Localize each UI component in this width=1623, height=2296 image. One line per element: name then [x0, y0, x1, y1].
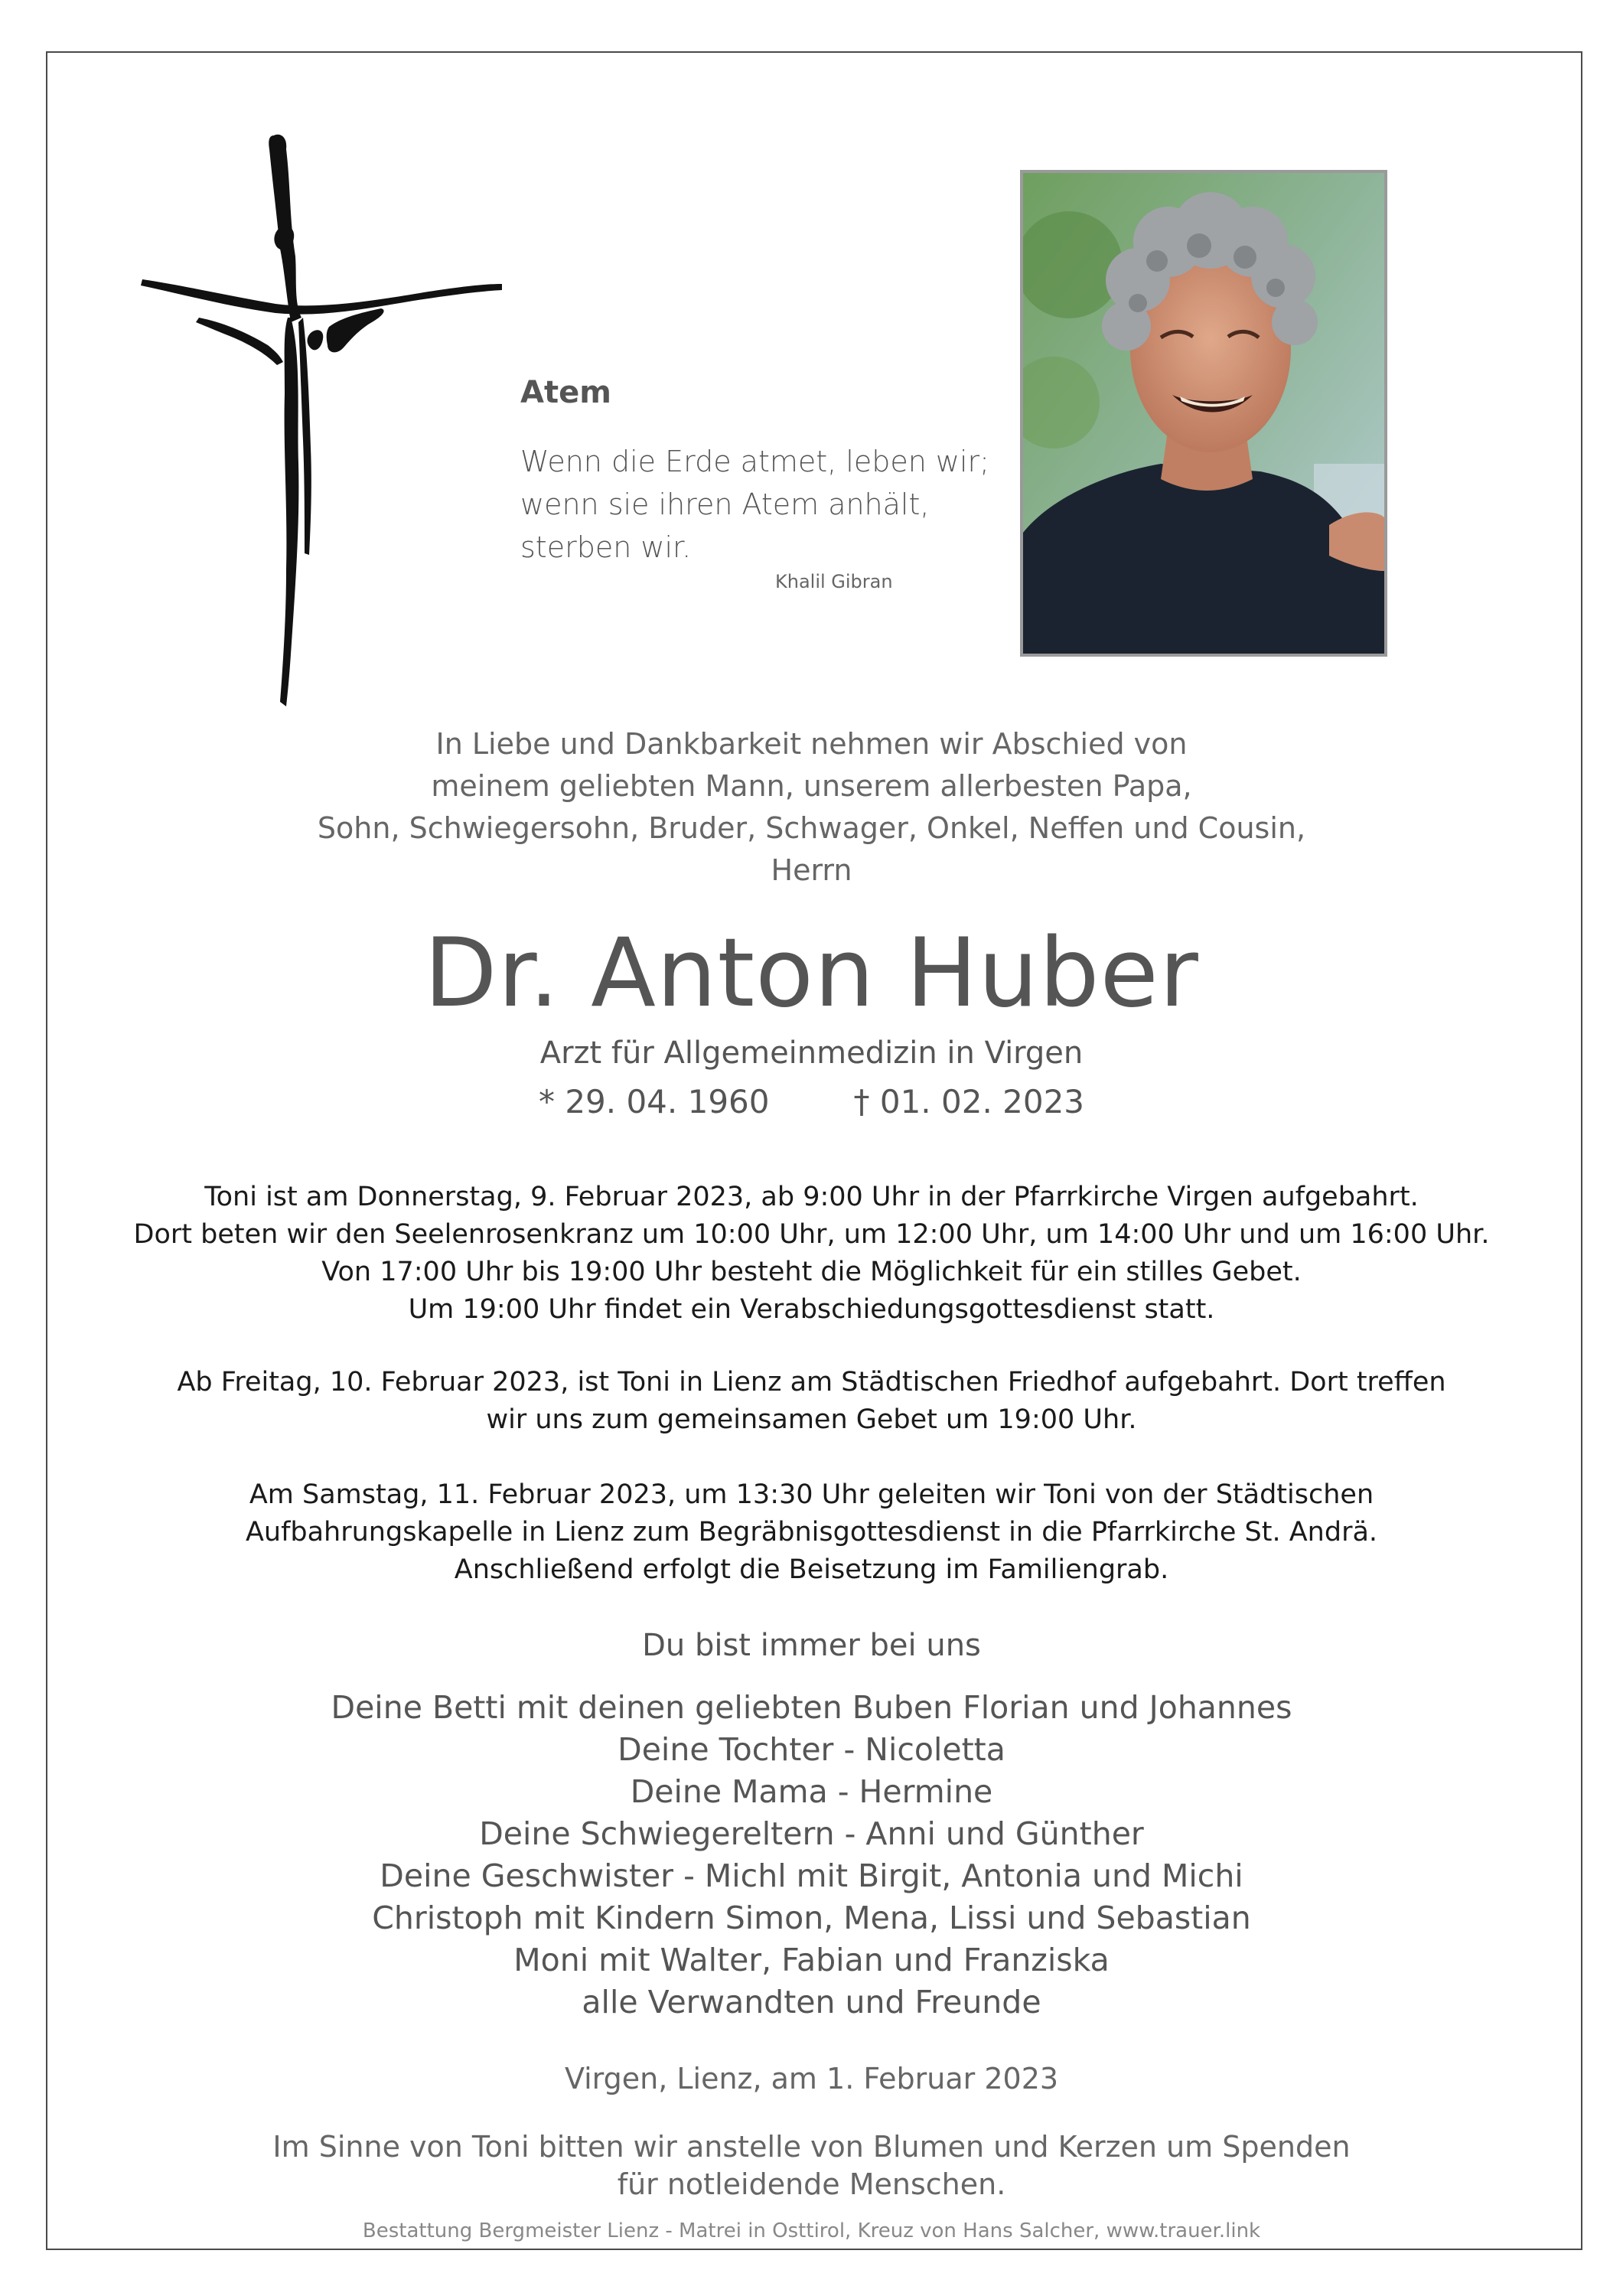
intro-line: meinem geliebten Mann, unserem allerbesten Papa, — [431, 769, 1192, 803]
cross-icon — [138, 126, 505, 708]
intro-line: Sohn, Schwiegersohn, Bruder, Schwager, Onkel, Neffen und Cousin, — [317, 811, 1306, 845]
donation-line: für notleidende Menschen. — [617, 2167, 1006, 2201]
family-list — [0, 1687, 1623, 2024]
poem-line: Wenn die Erde atmet, leben wir; — [520, 445, 989, 478]
family-line: Deine Betti mit deinen geliebten Buben Florian und Johannes — [331, 1689, 1292, 1726]
family-line: Deine Geschwister - Michl mit Birgit, Antonia und Michi — [380, 1857, 1243, 1894]
poem-line: sterben wir. — [520, 530, 692, 564]
deceased-profession: Arzt für Allgemeinmedizin in Virgen — [539, 1035, 1084, 1071]
family-line: alle Verwandten und Freunde — [582, 1984, 1041, 2020]
paragraph-line: Aufbahrungskapelle in Lienz zum Begräbnisgottesdienst in die Pfarrkirche St. Andrä. — [245, 1517, 1378, 1548]
intro-line: Herrn — [771, 853, 852, 887]
deceased-name: Dr. Anton Huber — [424, 918, 1199, 1029]
family-line: Deine Tochter - Nicoletta — [618, 1731, 1005, 1768]
poem-author: Khalil Gibran — [775, 571, 893, 592]
family-line: Deine Schwiegereltern - Anni und Günther — [479, 1815, 1144, 1852]
paragraph-line: wir uns zum gemeinsamen Gebet um 19:00 Uhr. — [486, 1404, 1137, 1435]
paragraph-line: Dort beten wir den Seelenrosenkranz um 10:00 Uhr, um 12:00 Uhr, um 14:00 Uhr und um 16:00 Uhr. — [133, 1219, 1490, 1250]
poem-title: Atem — [520, 375, 611, 410]
portrait-photo — [1020, 170, 1387, 657]
paragraph-line: Ab Freitag, 10. Februar 2023, ist Toni in Lienz am Städtischen Friedhof aufgebahrt. Dort treffen — [177, 1367, 1446, 1397]
paragraph-line: Am Samstag, 11. Februar 2023, um 13:30 Uhr geleiten wir Toni von der Städtischen — [249, 1479, 1374, 1510]
family-line: Moni mit Walter, Fabian und Franziska — [513, 1942, 1110, 1978]
announcement-paragraph — [0, 1476, 1623, 1589]
place-date: Virgen, Lienz, am 1. Februar 2023 — [564, 2062, 1059, 2095]
announcement-paragraph — [0, 1364, 1623, 1439]
poem-line: wenn sie ihren Atem anhält, — [520, 488, 930, 521]
footer-credits: Bestattung Bergmeister Lienz - Matrei in Osttirol, Kreuz von Hans Salcher, www.trauer.link — [362, 2219, 1261, 2242]
paragraph-line: Um 19:00 Uhr findet ein Verabschiedungsgottesdienst statt. — [408, 1294, 1215, 1325]
family-line: Christoph mit Kindern Simon, Mena, Lissi und Sebastian — [372, 1900, 1251, 1936]
intro-text — [0, 723, 1623, 892]
motto: Du bist immer bei uns — [642, 1628, 981, 1663]
life-dates — [0, 1083, 1623, 1120]
donation-line: Im Sinne von Toni bitten wir anstelle von Blumen und Kerzen um Spenden — [272, 2130, 1351, 2164]
death-date: † 01. 02. 2023 — [853, 1083, 1085, 1120]
intro-line: In Liebe und Dankbarkeit nehmen wir Abschied von — [435, 727, 1188, 761]
paragraph-line: Anschließend erfolgt die Beisetzung im Familiengrab. — [454, 1554, 1169, 1585]
family-line: Deine Mama - Hermine — [630, 1773, 993, 1810]
birth-date: * 29. 04. 1960 — [538, 1083, 770, 1120]
poem-text — [520, 440, 989, 569]
paragraph-line: Von 17:00 Uhr bis 19:00 Uhr besteht die Möglichkeit für ein stilles Gebet. — [321, 1257, 1302, 1287]
donation-note — [0, 2128, 1623, 2203]
announcement-paragraph — [0, 1179, 1623, 1329]
paragraph-line: Toni ist am Donnerstag, 9. Februar 2023, ab 9:00 Uhr in der Pfarrkirche Virgen aufgebahrt. — [204, 1182, 1419, 1212]
